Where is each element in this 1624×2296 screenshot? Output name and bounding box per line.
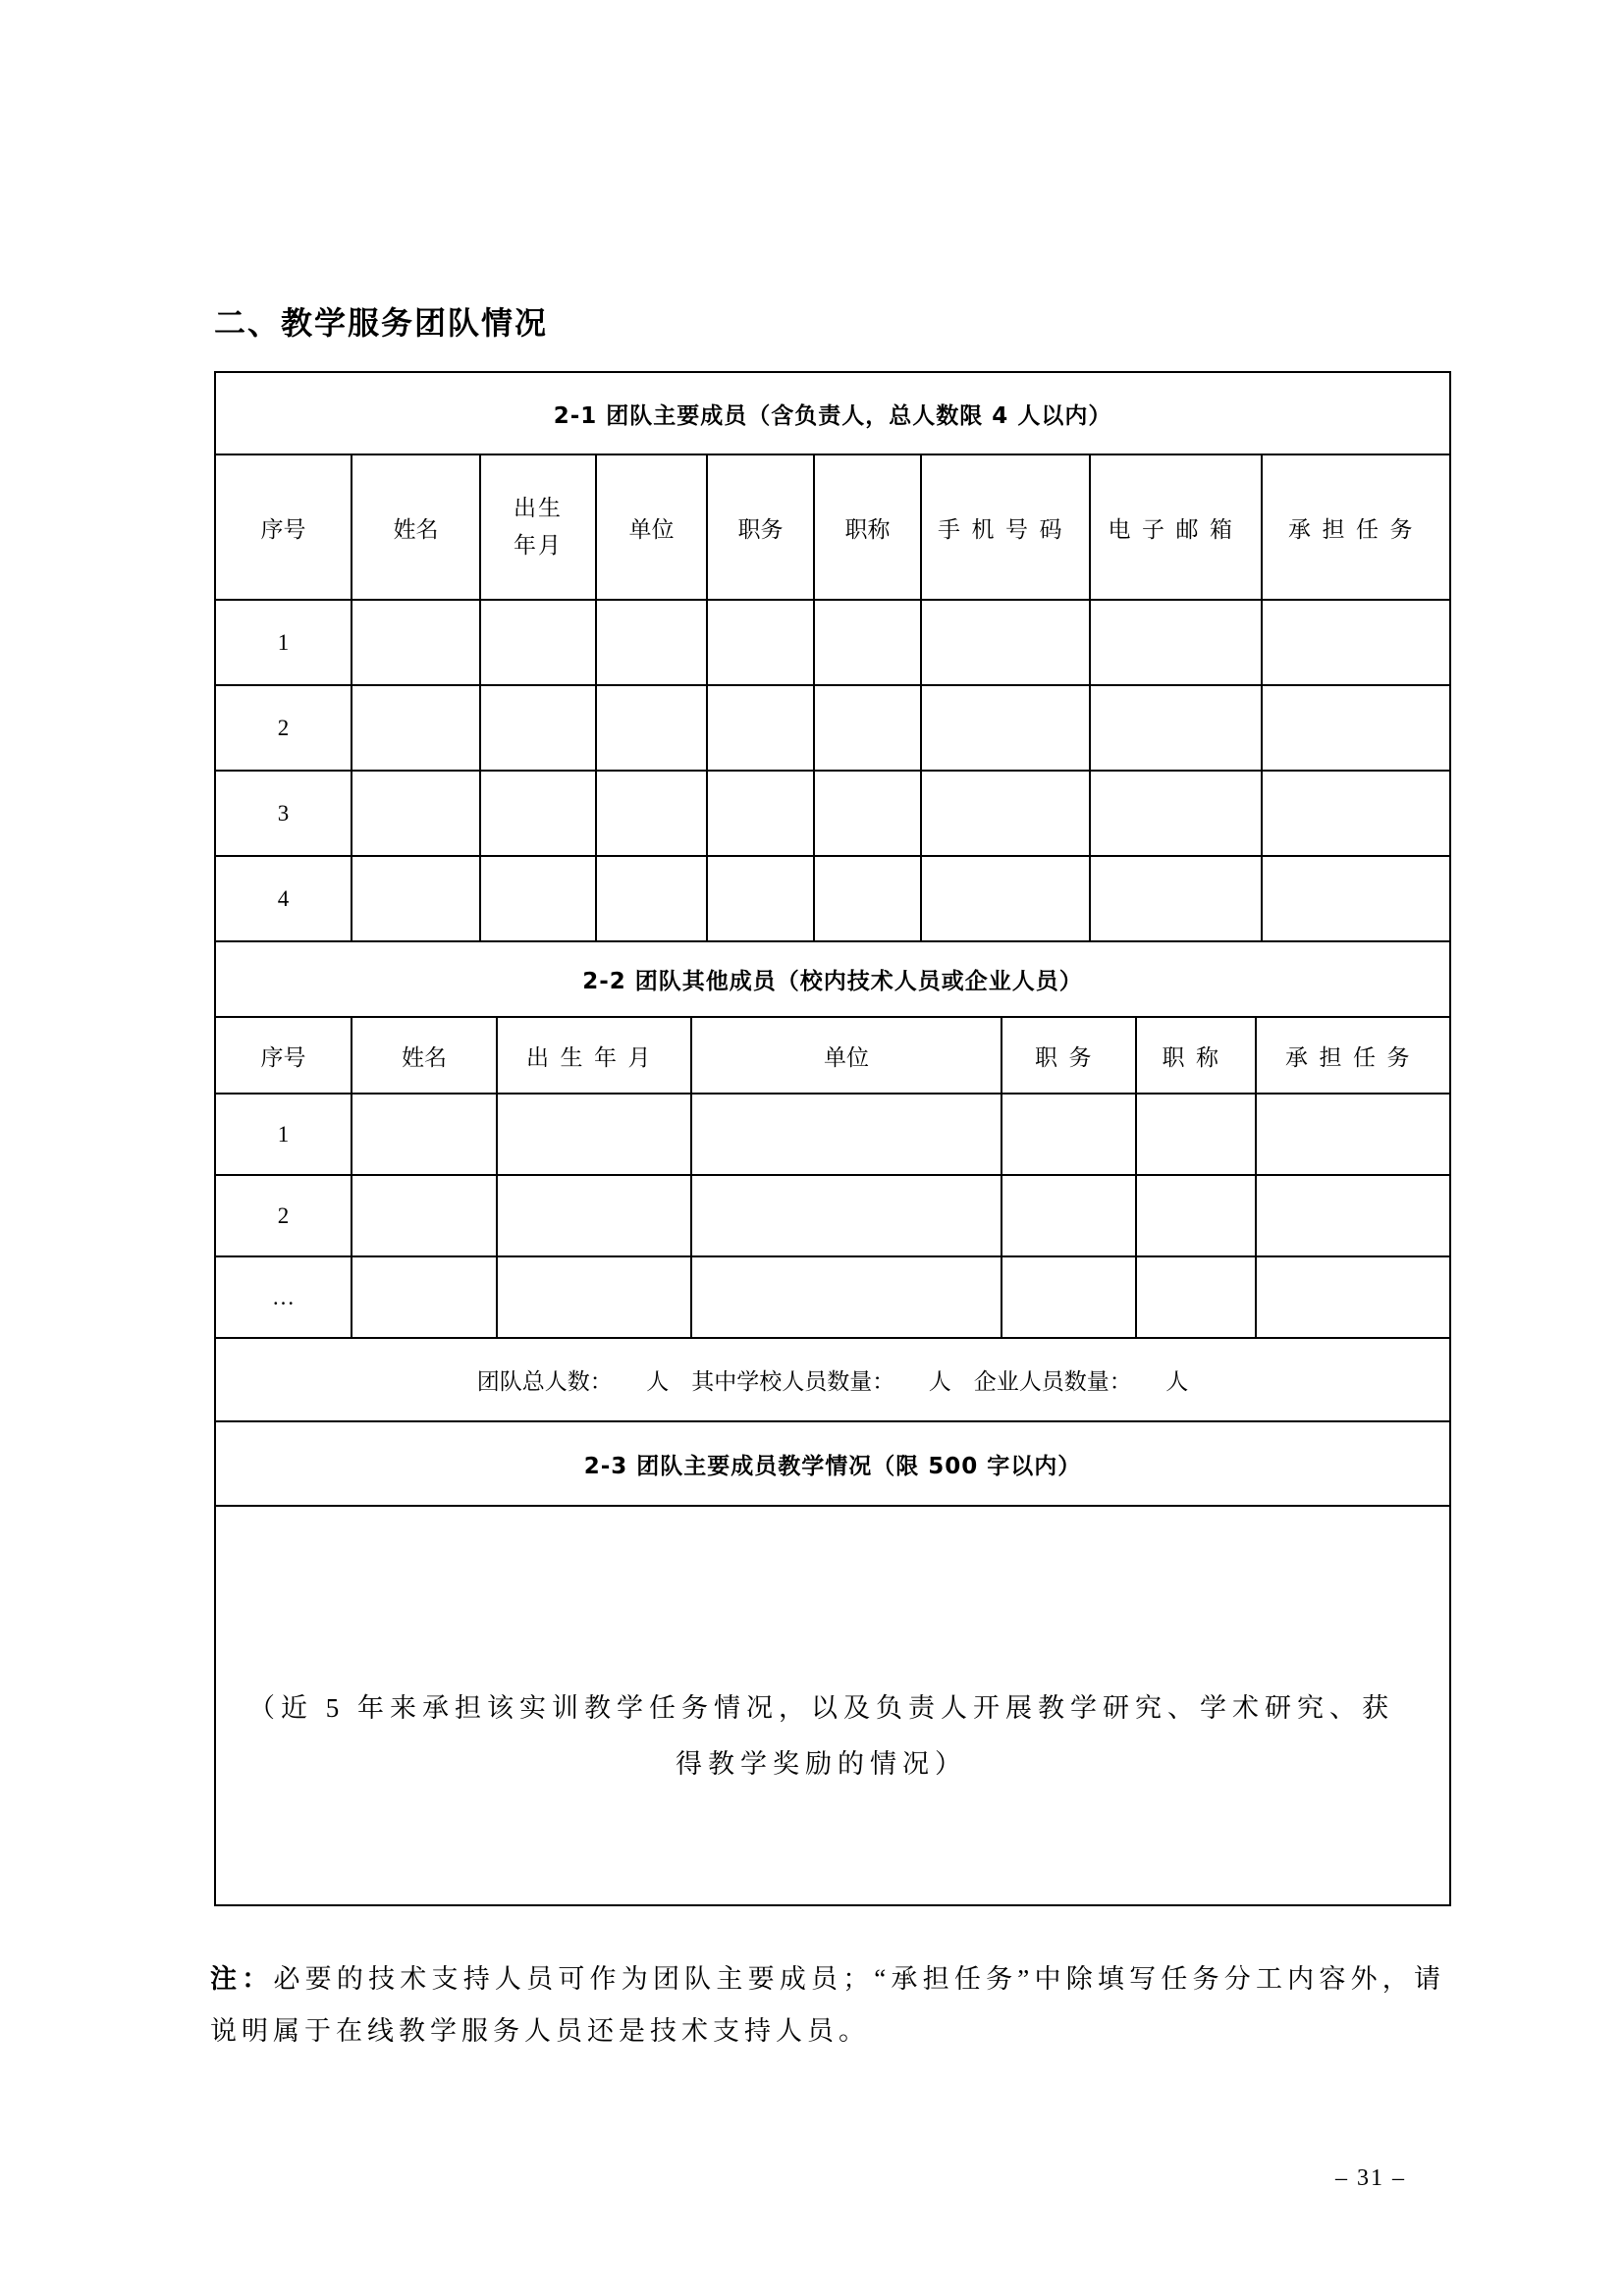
empty-cell (1001, 1256, 1136, 1338)
empty-cell (1256, 1094, 1450, 1175)
placeholder-note: （近 5 年来承担该实训教学任务情况，以及负责人开展教学研究、学术研究、获得教学奖励的情况） (248, 1692, 1394, 1779)
empty-cell (352, 600, 480, 685)
col-header-renwu-label: 承担任务 (1285, 1044, 1421, 1070)
row-number: 2 (215, 1175, 352, 1256)
empty-cell (596, 685, 707, 771)
empty-cell (1262, 600, 1450, 685)
empty-cell (596, 771, 707, 856)
empty-cell (1256, 1256, 1450, 1338)
empty-cell (1262, 685, 1450, 771)
team-info-table (214, 371, 1449, 1906)
col-header-shouji (921, 454, 1090, 600)
footnote-body: 必要的技术支持人员可作为团队主要成员；“承担任务”中除填写任务分工内容外，请说明属于在线教学服务人员还是技术支持人员。 (210, 1964, 1446, 2046)
col-header-zhicheng: 职称 (814, 454, 921, 600)
col-header-renwu-label: 承担任务 (1288, 516, 1425, 542)
empty-cell (814, 771, 921, 856)
col-header-zhiwu (1001, 1017, 1136, 1094)
col-header-zhicheng-label: 职称 (1162, 1044, 1230, 1070)
col-header-renwu (1256, 1017, 1450, 1094)
empty-cell (707, 685, 814, 771)
empty-cell (691, 1094, 1001, 1175)
table-row-4 (215, 856, 1450, 941)
table-2-1-column-header-row (215, 454, 1450, 600)
empty-cell (1136, 1256, 1256, 1338)
table-row-1 (215, 600, 1450, 685)
table-row-ellipsis (215, 1256, 1450, 1338)
col-header-email-label: 电子邮箱 (1108, 516, 1244, 542)
col-header-zhiwu: 职务 (707, 454, 814, 600)
empty-cell (352, 685, 480, 771)
col-header-xuhao: 序号 (215, 454, 352, 600)
empty-cell (596, 856, 707, 941)
table-row-1 (215, 1094, 1450, 1175)
footnote-label: 注： (210, 1964, 274, 1995)
totals-text: 团队总人数： 人 其中学校人员数量： 人 企业人员数量： 人 (215, 1338, 1450, 1421)
col-header-chusheng (480, 454, 596, 600)
empty-cell (921, 600, 1090, 685)
empty-cell (596, 600, 707, 685)
col-header-xuhao: 序号 (215, 1017, 352, 1094)
col-header-danwei: 单位 (596, 454, 707, 600)
row-number: 1 (215, 600, 352, 685)
row-number: 4 (215, 856, 352, 941)
table-2-3-section (214, 1337, 1451, 1906)
table-row-2 (215, 685, 1450, 771)
empty-cell (497, 1175, 691, 1256)
col-header-danwei: 单位 (691, 1017, 1001, 1094)
col-header-chusheng-label: 出生年月 (514, 496, 563, 558)
empty-cell (921, 685, 1090, 771)
footnote (210, 1953, 1445, 2057)
table-2-2-column-header-row (215, 1017, 1450, 1094)
empty-cell (480, 856, 596, 941)
section-2-2-header-row (215, 941, 1450, 1017)
table-row-3 (215, 771, 1450, 856)
empty-cell (1090, 771, 1262, 856)
col-header-shouji-label: 手机号码 (938, 516, 1073, 542)
col-header-zhicheng (1136, 1017, 1256, 1094)
page-title: 二、教学服务团队情况 (214, 304, 549, 342)
empty-cell (707, 771, 814, 856)
col-header-renwu (1262, 454, 1450, 600)
teaching-situation-row (215, 1506, 1450, 1905)
empty-cell (1256, 1175, 1450, 1256)
section-2-2-title: 2-2 团队其他成员（校内技术人员或企业人员） (215, 941, 1450, 1017)
empty-cell (480, 771, 596, 856)
empty-cell (707, 600, 814, 685)
empty-cell (1001, 1175, 1136, 1256)
row-number: 1 (215, 1094, 352, 1175)
col-header-xingming: 姓名 (352, 1017, 497, 1094)
col-header-xingming: 姓名 (352, 454, 480, 600)
empty-cell (1262, 856, 1450, 941)
teaching-situation-cell (215, 1506, 1450, 1905)
empty-cell (352, 856, 480, 941)
page-number: – 31 – (1335, 2165, 1406, 2191)
empty-cell (691, 1175, 1001, 1256)
empty-cell (1090, 600, 1262, 685)
empty-cell (921, 771, 1090, 856)
empty-cell (814, 856, 921, 941)
empty-cell (352, 771, 480, 856)
col-header-chusheng-label: 出生年月 (526, 1044, 662, 1070)
empty-cell (352, 1256, 497, 1338)
empty-cell (707, 856, 814, 941)
section-2-1-title: 2-1 团队主要成员（含负责人，总人数限 4 人以内） (215, 372, 1450, 454)
col-header-email (1090, 454, 1262, 600)
empty-cell (497, 1094, 691, 1175)
row-number: 3 (215, 771, 352, 856)
row-number: 2 (215, 685, 352, 771)
section-2-3-title: 2-3 团队主要成员教学情况（限 500 字以内） (215, 1421, 1450, 1506)
table-2-2-other-members (214, 940, 1451, 1339)
empty-cell (921, 856, 1090, 941)
empty-cell (480, 600, 596, 685)
section-2-1-header-row (215, 372, 1450, 454)
totals-row (215, 1338, 1450, 1421)
empty-cell (1262, 771, 1450, 856)
empty-cell (497, 1256, 691, 1338)
empty-cell (480, 685, 596, 771)
empty-cell (691, 1256, 1001, 1338)
empty-cell (1136, 1175, 1256, 1256)
empty-cell (1136, 1094, 1256, 1175)
empty-cell (1090, 685, 1262, 771)
row-number: … (215, 1256, 352, 1338)
empty-cell (352, 1175, 497, 1256)
table-row-2 (215, 1175, 1450, 1256)
empty-cell (1090, 856, 1262, 941)
empty-cell (814, 685, 921, 771)
section-2-3-header-row (215, 1421, 1450, 1506)
col-header-chusheng (497, 1017, 691, 1094)
col-header-zhiwu-label: 职务 (1035, 1044, 1103, 1070)
empty-cell (352, 1094, 497, 1175)
empty-cell (1001, 1094, 1136, 1175)
empty-cell (814, 600, 921, 685)
table-2-1-main-members (214, 371, 1451, 942)
